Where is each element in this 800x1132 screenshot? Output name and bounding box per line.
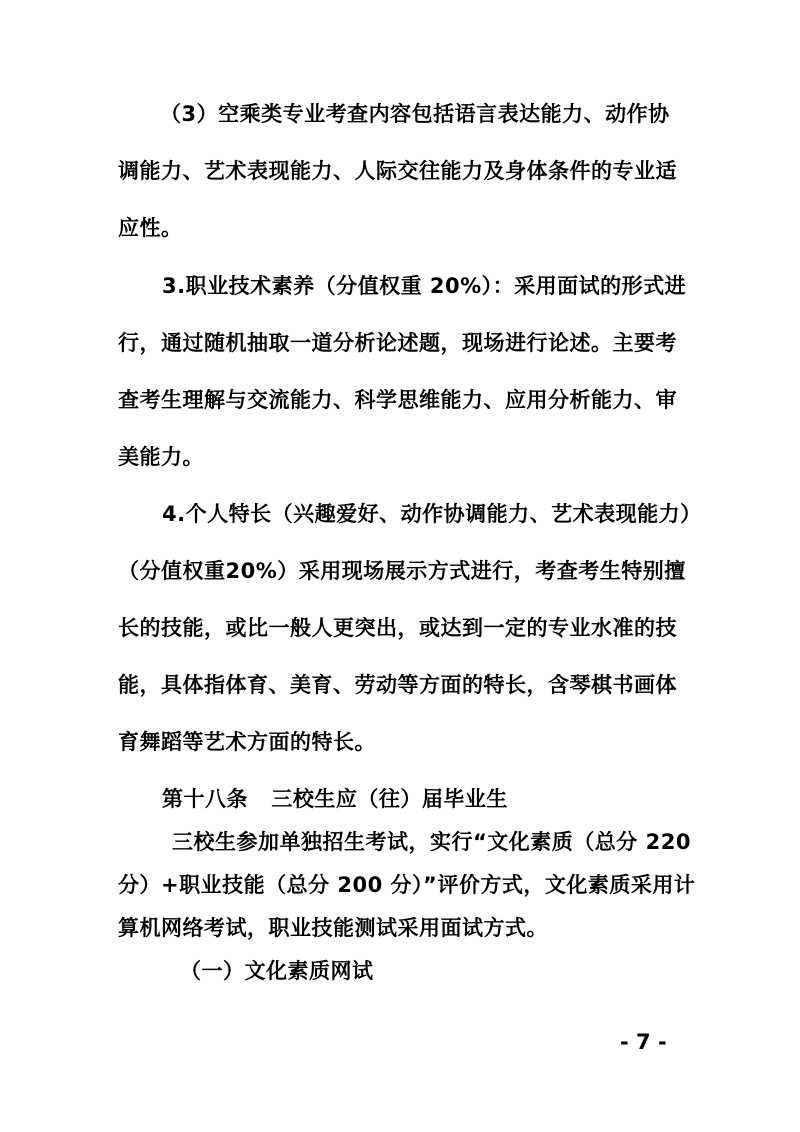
paragraph-line: 美能力。	[118, 445, 204, 469]
paragraph-line: 3.职业技术素养（分值权重 20%）：采用面试的形式进	[162, 274, 687, 298]
paragraph-line: 能，具体指体育、美育、劳动等方面的特长，含琴棋书画体	[118, 673, 677, 697]
paragraph-line: 长的技能，或比一般人更突出，或达到一定的专业水准的技	[118, 616, 677, 640]
subsection-heading: （一）文化素质网试	[180, 959, 374, 983]
paragraph-line: 4.个人特长（兴趣爱好、动作协调能力、艺术表现能力）	[162, 502, 702, 526]
paragraph-line: （分值权重20%）采用现场展示方式进行，考查考生特别擅	[118, 559, 686, 583]
paragraph-line: 应性。	[118, 216, 183, 240]
paragraph-line: 三校生参加单独招生考试，实行“文化素质（总分 220	[172, 830, 691, 854]
paragraph-line: 算机网络考试，职业技能测试采用面试方式。	[118, 916, 548, 940]
paragraph-line: 分）+职业技能（总分 200 分）”评价方式，文化素质采用计	[118, 873, 696, 897]
paragraph-line: 行，通过随机抽取一道分析论述题，现场进行论述。主要考	[118, 331, 677, 355]
section-heading: 第十八条 三校生应（往）届毕业生	[162, 787, 508, 811]
page-number: - 7 -	[620, 1030, 667, 1054]
paragraph-line: 育舞蹈等艺术方面的特长。	[118, 730, 376, 754]
paragraph-line: 查考生理解与交流能力、科学思维能力、应用分析能力、审	[118, 388, 677, 412]
paragraph-line: 调能力、艺术表现能力、人际交往能力及身体条件的专业适	[118, 159, 677, 183]
paragraph-line: （3）空乘类专业考查内容包括语言表达能力、动作协	[160, 102, 670, 126]
